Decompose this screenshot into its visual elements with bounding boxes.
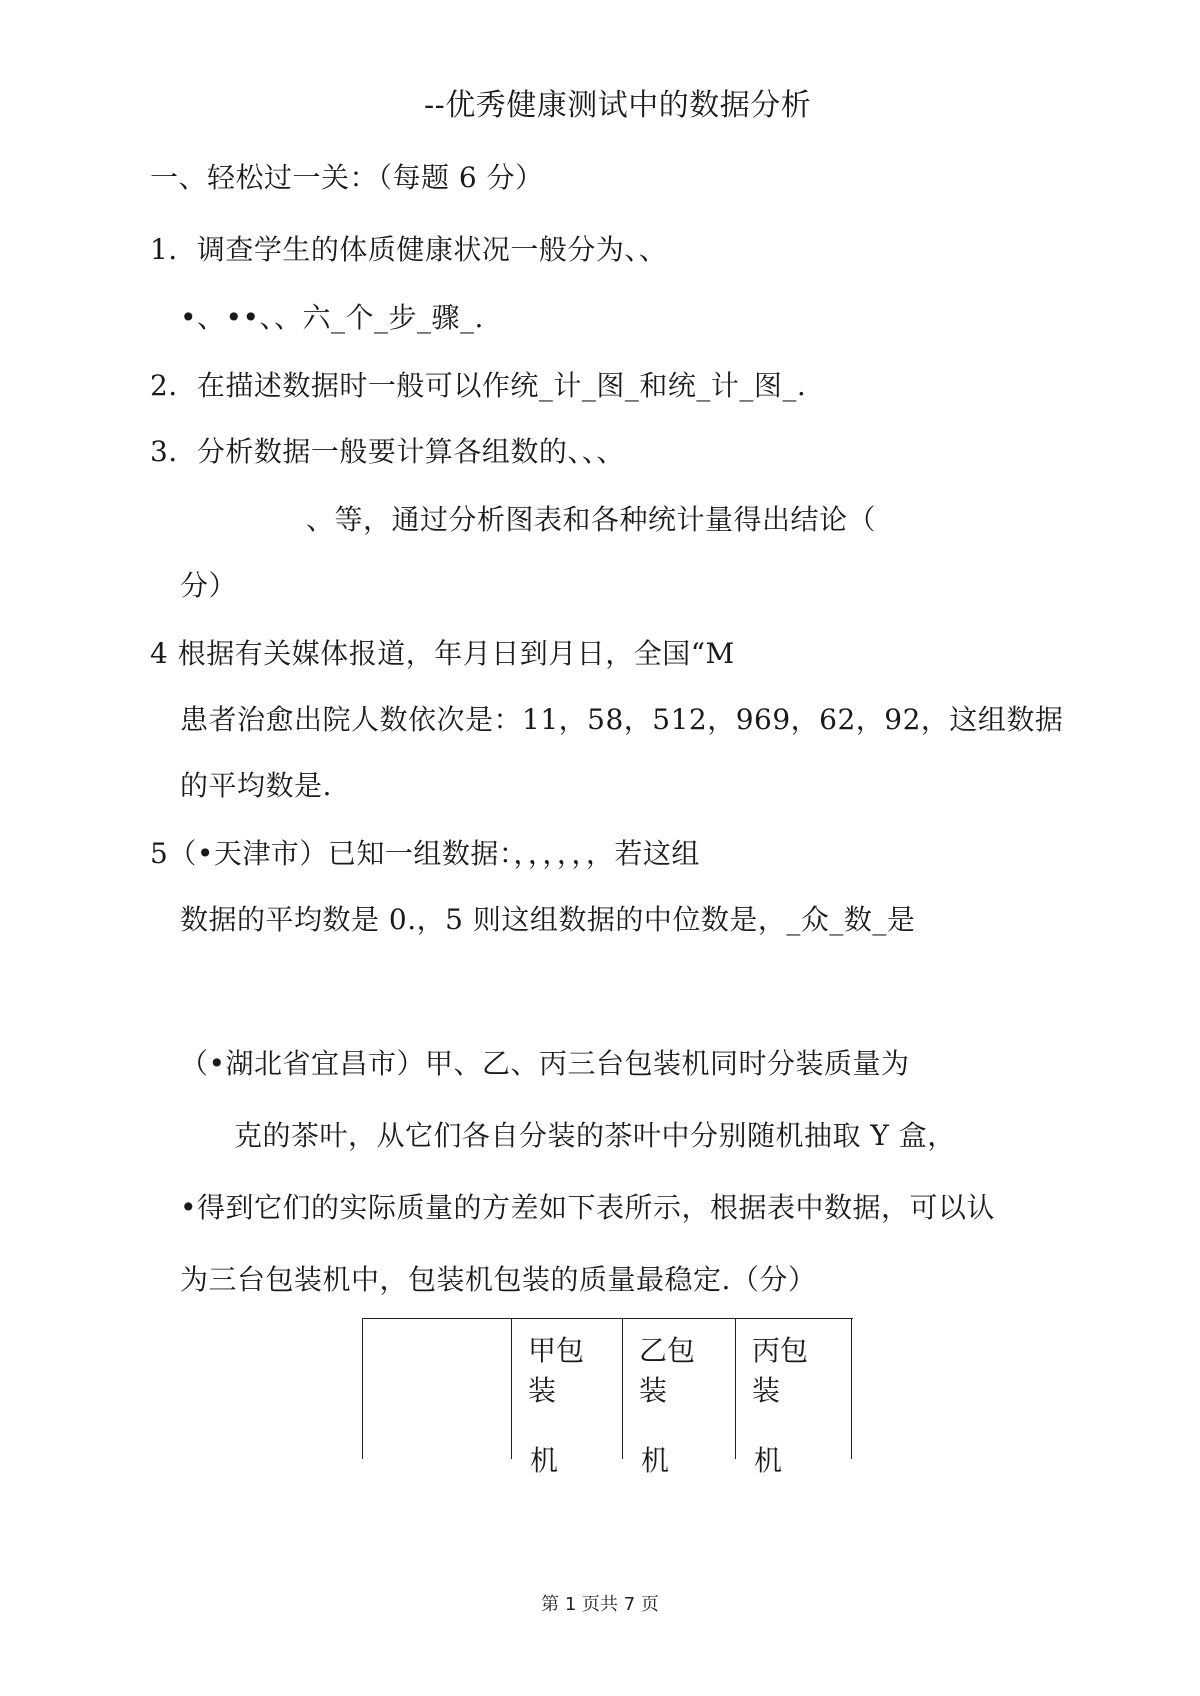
question-4-line-3: 的平均数是. xyxy=(180,769,332,802)
table-header-bing: 丙包装 xyxy=(752,1334,809,1407)
question-4-line-1: 4 根据有关媒体报道，年月日到月日，全国“M xyxy=(150,637,735,670)
table-column-empty xyxy=(363,1319,512,1459)
question-6-line-3: •得到它们的实际质量的方差如下表所示，根据表中数据，可以认 xyxy=(180,1191,996,1224)
question-3-line-2: 、等，通过分析图表和各种统计量得出结论（ xyxy=(306,503,877,536)
question-5-line-2: 数据的平均数是 0.，5 则这组数据的中位数是，_众_数_是 xyxy=(180,903,916,936)
question-3-line-1: 3．分析数据一般要计算各组数的、、、 xyxy=(150,435,625,468)
table-cut-text-jia: 机 xyxy=(530,1444,559,1477)
table-column-jia xyxy=(512,1319,623,1477)
table-cut-text-yi: 机 xyxy=(641,1444,670,1477)
table-column-yi xyxy=(623,1319,736,1477)
question-1-line-2: •、••、、六_个_步_骤_. xyxy=(180,301,484,334)
question-6-line-2: 克的茶叶，从它们各自分装的茶叶中分别随机抽取 Y 盒， xyxy=(234,1119,956,1152)
question-1-line-1: 1．调查学生的体质健康状况一般分为、、 xyxy=(150,233,668,266)
page-title: --优秀健康测试中的数据分析 xyxy=(424,88,812,123)
question-4-line-2: 患者治愈出院人数依次是：11，58，512，969，62，92，这组数据 xyxy=(180,703,1064,736)
question-6-line-4: 为三台包装机中，包装机包装的质量最稳定.（分） xyxy=(180,1263,817,1296)
question-2-line: 2．在描述数据时一般可以作统_计_图_和统_计_图_. xyxy=(150,369,807,402)
variance-table xyxy=(362,1318,853,1477)
table-header-yi: 乙包装 xyxy=(639,1334,696,1407)
table-cut-text-bing: 机 xyxy=(754,1444,783,1477)
page-footer: 第 1 页共 7 页 xyxy=(541,1594,659,1615)
section-heading: 一、轻松过一关：（每题 6 分） xyxy=(150,161,544,194)
table-column-bing xyxy=(736,1319,852,1477)
question-5-line-1: 5（•天津市）已知一组数据：，，，，，，若这组 xyxy=(150,837,700,870)
question-6-line-1: （•湖北省宜昌市）甲、乙、丙三台包装机同时分装质量为 xyxy=(180,1047,910,1080)
question-3-line-3: 分） xyxy=(180,569,238,602)
table-header-jia: 甲包装 xyxy=(528,1334,585,1407)
